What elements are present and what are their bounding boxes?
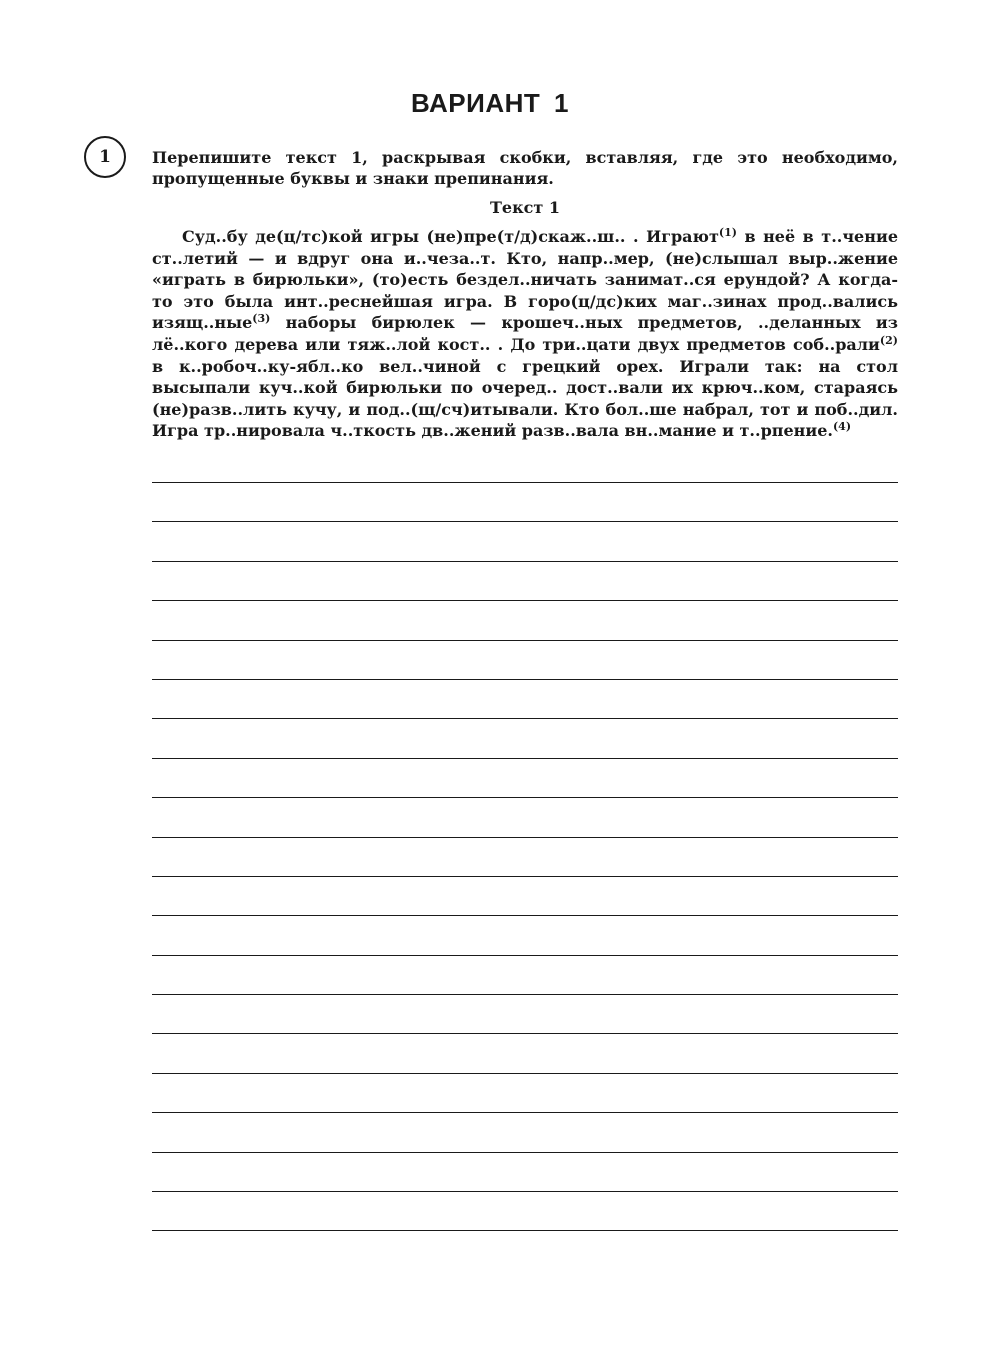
answer-line[interactable]	[152, 1073, 898, 1112]
footnote-marker: (1)	[718, 226, 737, 239]
answer-line[interactable]	[152, 915, 898, 954]
answer-line[interactable]	[152, 1152, 898, 1191]
answer-line[interactable]	[152, 955, 898, 994]
answer-line[interactable]	[152, 718, 898, 757]
task-text-body	[152, 226, 898, 442]
text-segment: Суд..бу де(ц/тс)кой игры (не)пре(т/д)скаж..ш.. . Играют	[182, 227, 719, 246]
answer-line[interactable]	[152, 482, 898, 521]
text-heading: Текст 1	[490, 198, 560, 217]
answer-line[interactable]	[152, 837, 898, 876]
footnote-marker: (4)	[832, 420, 852, 434]
answer-line[interactable]	[152, 1191, 898, 1230]
footnote-marker: (2)	[879, 333, 898, 347]
answer-line[interactable]	[152, 561, 898, 600]
task-instruction: Перепишите текст 1, раскрывая скобки, вставляя, где это необходимо, пропущенные буквы и знаки препинания.	[152, 148, 898, 188]
answer-lines-area[interactable]	[152, 482, 898, 1270]
answer-line[interactable]	[152, 640, 898, 679]
answer-line[interactable]	[152, 994, 898, 1033]
task-number-badge: 1	[84, 136, 126, 178]
text-segment: наборы бирюлек — крошеч..ных предметов, ..деланных из лё..кого дерева или тяж..лой кост.. . До три..цати двух предметов соб..рали	[152, 313, 898, 354]
answer-line[interactable]	[152, 1112, 898, 1151]
answer-line[interactable]	[152, 1230, 898, 1269]
text-segment: в к..робоч..ку-ябл..ко вел..чиной с грецкий орех. Играли так: на стол высыпали куч..кой бирюльки по очеред.. дост..вали их крюч..ком, стараясь (не)разв..лить кучу, и под..(щ/сч)итывали. Кто бол..ше набрал, тот и поб..дил. Игра тр..нировала ч..ткость дв..жений разв..вала вн..мание и т..рпение.	[152, 356, 898, 441]
footnote-marker: (3)	[252, 312, 271, 326]
answer-line[interactable]	[152, 876, 898, 915]
answer-line[interactable]	[152, 758, 898, 797]
answer-line[interactable]	[152, 521, 898, 560]
page-title: ВАРИАНТ 1	[411, 88, 569, 118]
answer-line[interactable]	[152, 600, 898, 639]
answer-line[interactable]	[152, 1033, 898, 1072]
answer-line[interactable]	[152, 679, 898, 718]
text-segment: в неё в т..чение ст..летий — и вдруг она и..чеза..т. Кто, напр..мер, (не)слышал выр..жение «играть в бирюльки», (то)есть бездел..ничать занимат..ся ерундой? А когда-то это была инт..реснейшая игра. В горо(ц/дс)ких маг..зинах прод..вались изящ..ные	[152, 227, 898, 333]
answer-line[interactable]	[152, 797, 898, 836]
